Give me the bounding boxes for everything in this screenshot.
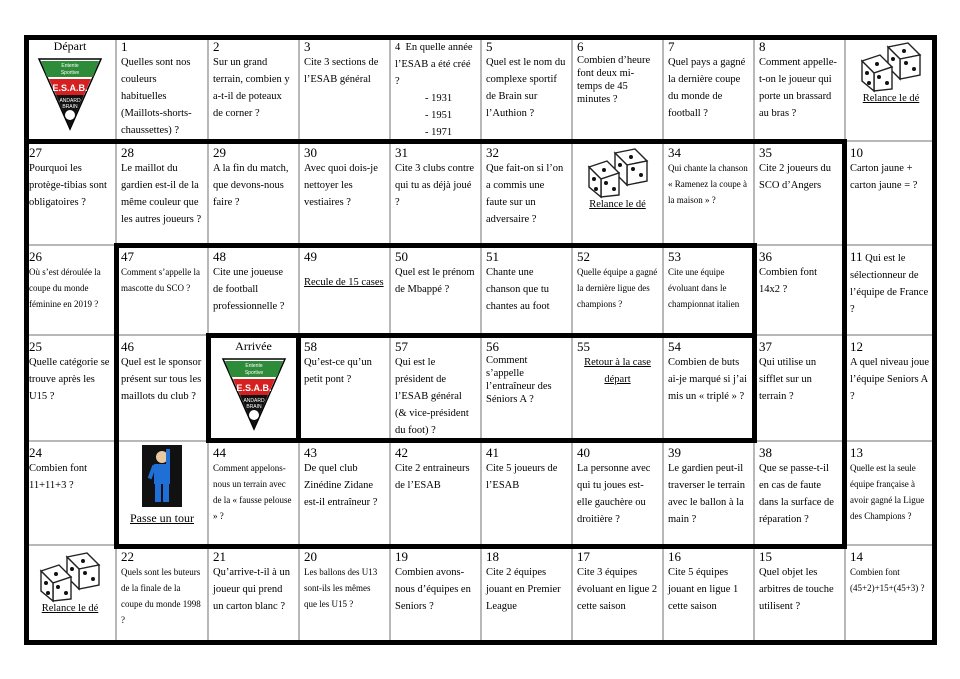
cell-question: Cite une équipe évoluant dans le championnat italien: [668, 267, 740, 309]
depart-label: Départ: [53, 39, 87, 53]
logo-line4: BRAIN: [62, 104, 78, 110]
cell-question: Comment appelle-t-on le joueur qui porte un brassard au bras ?: [759, 57, 837, 119]
cell-question: Qui chante la chanson « Ramenez la coupe à la maison » ?: [668, 163, 748, 205]
cell-12: [845, 335, 937, 441]
cell-number: 40: [577, 445, 590, 460]
cell-33-relance: [572, 141, 663, 245]
cell-number: 36: [759, 249, 772, 264]
esab-crest-icon: [37, 55, 103, 131]
cell-21: [208, 545, 299, 645]
cell-question: Combien font 11+11+3 ?: [29, 463, 88, 491]
cell-number: 50: [395, 249, 408, 264]
cell-number: 13: [850, 445, 863, 460]
cell-question: Cite 3 équipes évoluant en ligue 2 cette saison: [577, 567, 658, 612]
cell-57: [390, 335, 481, 441]
cell-number: 20: [304, 549, 317, 564]
cell-question: Cite 2 équipes jouant en Premier League: [486, 567, 561, 612]
cell-question: Où s’est déroulée la coupe du monde féminine en 2019 ?: [29, 267, 101, 309]
cell-number: 44: [213, 445, 226, 460]
cell-50: [390, 245, 481, 335]
cell-1: [116, 35, 208, 141]
cell-question: Cite 3 sections de l’ESAB général: [304, 57, 379, 85]
cell-question: Cite une joueuse de football professionnelle ?: [213, 267, 285, 312]
cell-question: Les ballons des U13 sont-ils les mêmes que les U15 ?: [304, 567, 378, 609]
cell-question: Quel est le sponsor présent sur tous les maillots du club ?: [121, 357, 202, 402]
cell-question: Cite 5 équipes jouant en ligue 1 cette saison: [668, 567, 739, 612]
cell-question: Qu’est-ce qu’un petit pont ?: [304, 357, 372, 385]
cell-54: [663, 335, 754, 441]
cell-45-passe: [116, 441, 208, 545]
cell-number: 30: [304, 145, 317, 160]
cell-question: Quelle est la seule équipe française à avoir gagné la Ligue des Champions ?: [850, 463, 925, 521]
cell-question: Combien de buts ai-je marqué si j’ai mis un « triplé » ?: [668, 357, 748, 402]
cell-number: 51: [486, 249, 499, 264]
cell-depart: [24, 35, 116, 141]
cell-39: [663, 441, 754, 545]
dice-icon: [585, 147, 651, 199]
cell-16: [663, 545, 754, 645]
cell-number: 53: [668, 249, 681, 264]
cell-question-text: En quelle année l’ESAB a été créé ?: [395, 42, 473, 87]
cell-number: 35: [759, 145, 772, 160]
cell-question: Sur un grand terrain, combien y a-t-il de poteaux de corner ?: [213, 57, 290, 119]
cell-32: [481, 141, 572, 245]
cell-40: [572, 441, 663, 545]
cell-number: 10: [850, 145, 863, 160]
cell-number: 19: [395, 549, 408, 564]
cell-number: 41: [486, 445, 499, 460]
cell-number: 4: [395, 42, 401, 53]
cell-19: [390, 545, 481, 645]
cell-6: [572, 35, 663, 141]
cell-30: [299, 141, 390, 245]
cell-question: Le gardien peut-il traverser le terrain avec le ballon à la main ?: [668, 463, 745, 525]
cell-question: Le maillot du gardien est-il de la même couleur que les autres joueurs ?: [121, 163, 202, 225]
cell-number: 5: [486, 39, 493, 54]
cell-question: Que se passe-t-il en cas de faute dans la surface de réparation ?: [759, 463, 834, 525]
cell-24: [24, 441, 116, 545]
cell-question: Avec quoi dois-je nettoyer les vestiaires ?: [304, 163, 378, 208]
cell-48: [208, 245, 299, 335]
cell-number: 47: [121, 249, 134, 264]
cell-55: [572, 335, 663, 441]
cell-8: [754, 35, 845, 141]
cell-number: 25: [29, 339, 42, 354]
cell-56: [481, 335, 572, 441]
cell-arrivee: [208, 335, 299, 441]
cell-question: Pourquoi les protège-tibias sont obligatoires ?: [29, 163, 107, 208]
cell-question: Qui est le président de l’ESAB général (& vice-président du foot) ?: [395, 357, 469, 436]
logo-line4: BRAIN: [245, 404, 262, 410]
cell-question: Quel est le nom du complexe sportif de Brain sur l’Authion ?: [486, 57, 566, 119]
cell-18: [481, 545, 572, 645]
cell-question: Carton jaune + carton jaune = ?: [850, 163, 918, 191]
logo-line1: Entente: [61, 63, 79, 69]
cell-question: Que fait-on si l’on a commis une faute sur un adversaire ?: [486, 163, 564, 225]
cell-question: Combien avons-nous d’équipes en Seniors ?: [395, 567, 471, 612]
cell-52: [572, 245, 663, 335]
cell-number: 38: [759, 445, 772, 460]
cell-7: [663, 35, 754, 141]
cell-number: 15: [759, 549, 772, 564]
cell-11: [845, 245, 937, 335]
cell-number: 27: [29, 145, 42, 160]
cell-35: [754, 141, 845, 245]
cell-question: Comment appelons-nous un terrain avec de la « fausse pelouse » ?: [213, 463, 292, 521]
cell-question: Comment s’appelle l’entraîneur des Séniors A ?: [486, 355, 552, 405]
cell-number: 7: [668, 39, 675, 54]
cell-number: 22: [121, 549, 134, 564]
cell-number: 18: [486, 549, 499, 564]
cell-question: Quels sont les buteurs de la finale de la coupe du monde 1998 ?: [121, 567, 201, 625]
cell-41: [481, 441, 572, 545]
cell-question: Chante une chanson que tu chantes au foot: [486, 267, 550, 312]
cell-question: Qu’arrive-t-il à un joueur qui prend un carton blanc ?: [213, 567, 290, 612]
option-1971: - 1971: [425, 127, 453, 138]
cell-number: 16: [668, 549, 681, 564]
arrivee-label: Arrivée: [235, 339, 272, 353]
option-1951: - 1951: [425, 110, 453, 121]
cell-question: Cite 2 joueurs du SCO d’Angers: [759, 163, 832, 191]
cell-number: 48: [213, 249, 226, 264]
recule-label: Recule de 15 cases: [304, 277, 384, 288]
relance-label: Relance le dé: [41, 603, 99, 614]
cell-number: 11: [850, 249, 863, 264]
cell-question: A la fin du match, que devons-nous faire ?: [213, 163, 289, 208]
dice-icon: [858, 41, 924, 93]
logo-name: E.S.A.B.: [52, 83, 88, 93]
cell-number: 43: [304, 445, 317, 460]
cell-number: 3: [304, 39, 311, 54]
cell-number: 46: [121, 339, 134, 354]
cell-number: 52: [577, 249, 590, 264]
cell-question: [395, 39, 476, 90]
cell-number: 29: [213, 145, 226, 160]
cell-25: [24, 335, 116, 441]
referee-icon: [142, 445, 182, 507]
cell-number: 37: [759, 339, 772, 354]
cell-49: [299, 245, 390, 335]
cell-number: 21: [213, 549, 226, 564]
cell-question: Combien font (45+2)+15+(45+3) ?: [850, 567, 925, 593]
cell-question: Quelle catégorie se trouve après les U15 ?: [29, 357, 110, 402]
game-board: [24, 35, 937, 645]
cell-number: 54: [668, 339, 681, 354]
logo-name: E.S.A.B.: [235, 383, 272, 393]
cell-question: La personne avec qui tu joues est-elle gauchère ou droitière ?: [577, 463, 651, 525]
cell-44: [208, 441, 299, 545]
cell-question: Quelle équipe a gagné la dernière ligue des champions ?: [577, 267, 658, 309]
cell-number: 14: [850, 549, 863, 564]
logo-line3: ANDARD: [242, 398, 265, 404]
cell-53: [663, 245, 754, 335]
cell-37: [754, 335, 845, 441]
logo-line2: Sportive: [60, 70, 80, 76]
cell-38: [754, 441, 845, 545]
cell-number: 55: [577, 339, 590, 354]
cell-31: [390, 141, 481, 245]
logo-line1: Entente: [244, 363, 263, 369]
cell-13: [845, 441, 937, 545]
cell-question: Quelles sont nos couleurs habituelles (Maillots-shorts-chaussettes) ?: [121, 57, 192, 136]
cell-question: Comment s’appelle la mascotte du SCO ?: [121, 267, 200, 293]
cell-number: 39: [668, 445, 681, 460]
cell-58: [299, 335, 390, 441]
cell-number: 6: [577, 39, 584, 54]
cell-10: [845, 141, 937, 245]
cell-number: 32: [486, 145, 499, 160]
cell-27: [24, 141, 116, 245]
cell-36: [754, 245, 845, 335]
logo-line2: Sportive: [244, 370, 263, 376]
cell-number: 8: [759, 39, 766, 54]
dice-icon: [37, 551, 103, 603]
esab-crest-icon: [221, 355, 287, 431]
cell-34: [663, 141, 754, 245]
cell-number: 42: [395, 445, 408, 460]
cell-question: Quel pays a gagné la dernière coupe du monde de football ?: [668, 57, 746, 119]
cell-46: [116, 335, 208, 441]
cell-number: 17: [577, 549, 590, 564]
cell-question: Combien d’heure font deux mi-temps de 45 minutes ?: [577, 55, 651, 105]
cell-number: 24: [29, 445, 42, 460]
cell-question: Cite 2 entraineurs de l’ESAB: [395, 463, 470, 491]
cell-26: [24, 245, 116, 335]
cell-22: [116, 545, 208, 645]
cell-number: 56: [486, 339, 499, 354]
cell-2: [208, 35, 299, 141]
option-1931: - 1931: [425, 93, 453, 104]
cell-number: 28: [121, 145, 134, 160]
cell-number: 31: [395, 145, 408, 160]
cell-number: 2: [213, 39, 220, 54]
cell-51: [481, 245, 572, 335]
relance-label: Relance le dé: [589, 199, 646, 210]
cell-20: [299, 545, 390, 645]
cell-43: [299, 441, 390, 545]
retour-depart-label: Retour à la case départ: [584, 357, 651, 385]
cell-question: A quel niveau joue l’équipe Seniors A ?: [850, 357, 930, 402]
cell-question: Quel objet les arbitres de touche utilisent ?: [759, 567, 834, 612]
cell-28: [116, 141, 208, 245]
cell-number: 49: [304, 249, 317, 264]
cell-4: [390, 35, 481, 141]
cell-question: Qui utilise un sifflet sur un terrain ?: [759, 357, 817, 402]
cell-question: Cite 3 clubs contre qui tu as déjà joué ?: [395, 163, 475, 208]
cell-question: De quel club Zinédine Zidane est-il entraîneur ?: [304, 463, 378, 508]
cell-5: [481, 35, 572, 141]
cell-47: [116, 245, 208, 335]
cell-number: 12: [850, 339, 863, 354]
cell-question: Quel est le prénom de Mbappé ?: [395, 267, 475, 295]
cell-number: 34: [668, 145, 681, 160]
cell-number: 26: [29, 249, 42, 264]
cell-23-relance: [24, 545, 116, 645]
cell-3: [299, 35, 390, 141]
cell-number: 58: [304, 339, 317, 354]
cell-question: Cite 5 joueurs de l’ESAB: [486, 463, 558, 491]
cell-question: [850, 249, 932, 318]
cell-42: [390, 441, 481, 545]
cell-number: 1: [121, 39, 128, 54]
cell-question-text: Qui est le sélectionneur de l’équipe de France ?: [850, 253, 929, 315]
cell-17: [572, 545, 663, 645]
logo-line3: ANDARD: [59, 98, 81, 104]
cell-number: 57: [395, 339, 408, 354]
cell-29: [208, 141, 299, 245]
cell-15: [754, 545, 845, 645]
relance-label: Relance le dé: [862, 93, 920, 104]
passe-tour-label: Passe un tour: [130, 511, 194, 525]
cell-14: [845, 545, 937, 645]
cell-question: Combien font 14x2 ?: [759, 267, 818, 295]
cell-9-relance: [845, 35, 937, 141]
